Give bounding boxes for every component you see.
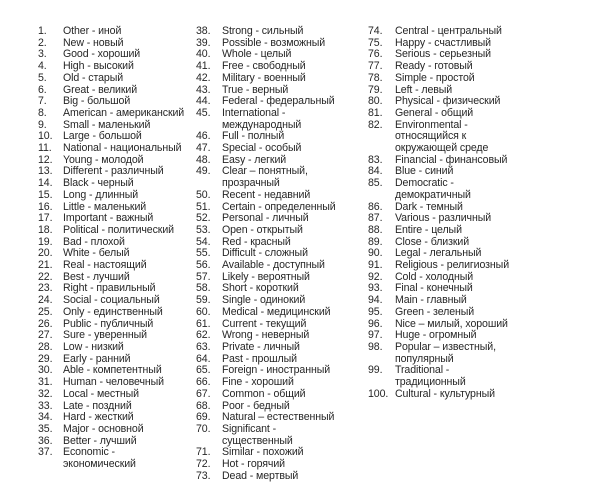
word-list-item [38, 424, 198, 436]
word-list-item [196, 225, 360, 237]
item-number: 59. [196, 294, 211, 307]
item-word-translation: Wrong - неверный [222, 329, 310, 342]
word-list-item [38, 225, 198, 237]
word-list-item [368, 307, 558, 319]
item-word-translation: международный [222, 118, 302, 131]
item-number: 34. [38, 411, 53, 424]
word-list-item [368, 143, 558, 155]
item-number: 67. [196, 387, 211, 400]
word-list-item [368, 389, 558, 401]
item-number: 4. [38, 60, 47, 73]
item-word-translation: Only - единственный [63, 305, 163, 318]
item-number [38, 459, 63, 471]
item-number: 75. [368, 36, 383, 49]
item-word-translation: Strong - сильный [222, 25, 304, 37]
item-word-translation: Late - поздний [63, 399, 132, 412]
item-word-translation: Small - маленький [63, 118, 151, 131]
item-number: 44. [196, 95, 211, 108]
item-number: 14. [38, 177, 53, 190]
item-number: 6. [38, 83, 47, 96]
word-list-item [196, 190, 360, 202]
item-word-translation: демократичный [395, 188, 471, 201]
item-word-translation: American - американский [63, 106, 185, 119]
item-number: 47. [196, 142, 211, 155]
word-list-item [38, 108, 198, 120]
item-word-translation: Sure - уверенный [63, 329, 147, 342]
item-word-translation: International - [222, 106, 286, 119]
item-number: 78. [368, 71, 383, 84]
word-column-3 [368, 26, 558, 401]
item-word-translation: Good - хороший [63, 48, 141, 61]
item-number: 30. [38, 364, 53, 377]
item-number: 2. [38, 36, 47, 49]
word-list-item [196, 424, 360, 436]
item-number: 36. [38, 434, 53, 447]
item-number: 71. [196, 446, 211, 459]
item-word-translation: Close - близкий [395, 235, 470, 248]
item-number: 3. [38, 48, 47, 61]
item-word-translation: Able - компетентный [63, 364, 162, 377]
item-number: 37. [38, 446, 53, 459]
item-word-translation: Full - полный [222, 130, 285, 143]
word-list-item [368, 26, 558, 38]
item-word-translation: Green - зеленый [395, 305, 475, 318]
item-number: 49. [196, 165, 211, 178]
item-word-translation: Political - политический [63, 223, 174, 236]
item-number: 43. [196, 83, 211, 96]
item-number: 92. [368, 270, 383, 283]
item-number: 74. [368, 25, 383, 37]
item-word-translation: Other - иной [63, 25, 122, 37]
item-word-translation: Old - старый [63, 71, 124, 84]
item-word-translation: окружающей среде [395, 142, 489, 155]
item-number: 76. [368, 48, 383, 61]
item-number: 23. [38, 282, 53, 295]
item-number: 86. [368, 200, 383, 213]
word-column-2 [196, 26, 360, 482]
item-word-translation: Past - прошлый [222, 352, 297, 365]
item-word-translation: Whole - целый [222, 48, 292, 61]
item-word-translation: Available - доступный [222, 259, 325, 272]
item-number: 42. [196, 71, 211, 84]
item-word-translation: Better - лучший [63, 434, 137, 447]
item-number: 8. [38, 106, 47, 119]
item-word-translation: Popular – известный, [395, 340, 496, 353]
item-word-translation: Huge - огромный [395, 329, 477, 342]
item-word-translation: Environmental - [395, 118, 468, 131]
word-list-item [38, 143, 198, 155]
item-word-translation: Serious - серьезный [395, 48, 491, 61]
item-number: 15. [38, 188, 53, 201]
item-number: 53. [196, 223, 211, 236]
word-list-item [196, 389, 360, 401]
item-word-translation: Various - различный [395, 212, 492, 225]
item-word-translation: True - верный [222, 83, 289, 96]
item-number: 35. [38, 422, 53, 435]
item-number: 90. [368, 247, 383, 260]
item-word-translation: Best - лучший [63, 270, 130, 283]
item-number: 48. [196, 153, 211, 166]
item-word-translation: Special - особый [222, 142, 302, 155]
item-word-translation: популярный [395, 352, 454, 365]
item-number: 63. [196, 340, 211, 353]
item-word-translation: Human - человечный [63, 376, 164, 389]
item-word-translation: Fine - хороший [222, 376, 294, 389]
item-number: 29. [38, 352, 53, 365]
item-number: 81. [368, 106, 383, 119]
item-number: 39. [196, 36, 211, 49]
item-number: 64. [196, 352, 211, 365]
item-word-translation: Simple - простой [395, 71, 475, 84]
item-word-translation: White - белый [63, 247, 130, 260]
item-word-translation: Hot - горячий [222, 458, 285, 471]
item-word-translation: Dark - темный [395, 200, 463, 213]
word-list-item [38, 307, 198, 319]
item-word-translation: Significant - [222, 422, 277, 435]
item-word-translation: Right - правильный [63, 282, 156, 295]
item-number: 41. [196, 60, 211, 73]
item-word-translation: Legal - легальный [395, 247, 482, 260]
item-number: 83. [368, 153, 383, 166]
item-word-translation: Young - молодой [63, 153, 144, 166]
item-word-translation: Early - ранний [63, 352, 131, 365]
word-list-item [38, 190, 198, 202]
item-word-translation: Traditional - [395, 364, 450, 377]
word-list-item [368, 108, 558, 120]
item-number: 9. [38, 118, 47, 131]
item-word-translation: Great - великий [63, 83, 138, 96]
item-word-translation: Different - различный [63, 165, 164, 178]
item-number: 46. [196, 130, 211, 143]
item-number: 98. [368, 340, 383, 353]
item-number [368, 131, 395, 143]
item-word-translation: Hard - жесткий [63, 411, 134, 424]
item-word-translation: Major - основной [63, 422, 144, 435]
item-number: 70. [196, 422, 211, 435]
item-number: 25. [38, 305, 53, 318]
word-list-item [38, 389, 198, 401]
item-number: 28. [38, 340, 53, 353]
item-word-translation: Federal - федеральный [222, 95, 335, 108]
item-number: 85. [368, 177, 383, 190]
word-list-item [38, 73, 198, 85]
item-number: 65. [196, 364, 211, 377]
item-word-translation: Free - свободный [222, 60, 306, 73]
item-number: 21. [38, 259, 53, 272]
item-word-translation: Cultural - культурный [395, 387, 495, 400]
item-word-translation: Religious - религиозный [395, 259, 510, 272]
item-number: 7. [38, 95, 47, 108]
item-number: 100. [368, 387, 389, 400]
item-word-translation: Medical - медицинский [222, 305, 331, 318]
item-number: 91. [368, 259, 383, 272]
item-word-translation: Difficult - сложный [222, 247, 308, 260]
word-list-item [196, 143, 360, 155]
item-number: 5. [38, 71, 47, 84]
word-list-item [38, 342, 198, 354]
item-word-translation: Certain - определенный [222, 200, 336, 213]
item-word-translation: Dead - мертвый [222, 469, 299, 482]
item-word-translation: Common - общий [222, 387, 306, 400]
item-number: 56. [196, 259, 211, 272]
word-list-item [196, 26, 360, 38]
item-number: 13. [38, 165, 53, 178]
item-word-translation: Large - большой [63, 130, 142, 143]
item-word-translation: High - высокий [63, 60, 134, 73]
item-word-translation: Financial - финансовый [395, 153, 508, 166]
item-number: 80. [368, 95, 383, 108]
item-word-translation: существенный [222, 434, 293, 447]
item-word-translation: Economic - [63, 446, 115, 459]
item-number: 99. [368, 364, 383, 377]
item-word-translation: National - национальный [63, 142, 182, 155]
item-word-translation: Private - личный [222, 340, 300, 353]
word-list-item [368, 73, 558, 85]
item-number: 82. [368, 118, 383, 131]
item-number: 20. [38, 247, 53, 260]
item-word-translation: Clear – понятный, [222, 165, 308, 178]
item-number: 66. [196, 376, 211, 389]
word-list-item [196, 471, 360, 483]
word-list-item [38, 260, 198, 272]
item-number: 79. [368, 83, 383, 96]
item-number: 31. [38, 376, 53, 389]
item-word-translation: Military - военный [222, 71, 306, 84]
item-word-translation: относящийся к [395, 130, 467, 143]
item-word-translation: Natural – естественный [222, 411, 335, 424]
item-number: 68. [196, 399, 211, 412]
item-number: 24. [38, 294, 53, 307]
item-word-translation: Final - конечный [395, 282, 473, 295]
word-list-item [196, 260, 360, 272]
word-column-1 [38, 26, 198, 471]
item-number: 17. [38, 212, 53, 225]
item-number: 89. [368, 235, 383, 248]
item-number: 18. [38, 223, 53, 236]
item-word-translation: Left - левый [395, 83, 453, 96]
item-word-translation: Important - важный [63, 212, 154, 225]
item-word-translation: Likely - вероятный [222, 270, 310, 283]
item-number: 60. [196, 305, 211, 318]
item-number: 50. [196, 188, 211, 201]
item-number [368, 190, 395, 202]
word-list-item [38, 436, 198, 448]
item-number: 73. [196, 469, 211, 482]
item-word-translation: Poor - бедный [222, 399, 290, 412]
item-word-translation: Long - длинный [63, 188, 139, 201]
item-word-translation: Big - большой [63, 95, 131, 108]
item-word-translation: Black - черный [63, 177, 134, 190]
item-word-translation: Recent - недавний [222, 188, 311, 201]
item-word-translation: экономический [63, 458, 136, 471]
item-number: 93. [368, 282, 383, 295]
item-number [368, 143, 395, 155]
item-number: 16. [38, 200, 53, 213]
item-word-translation: Single - одинокий [222, 294, 306, 307]
word-list-item [38, 459, 198, 471]
item-number: 32. [38, 387, 53, 400]
word-list-item [196, 108, 360, 120]
item-number: 62. [196, 329, 211, 342]
word-list-item [196, 73, 360, 85]
item-word-translation: Public - публичный [63, 317, 154, 330]
word-list-item [368, 225, 558, 237]
item-number: 45. [196, 106, 211, 119]
item-number: 33. [38, 399, 53, 412]
word-list-item [368, 342, 558, 354]
item-word-translation: Short - короткий [222, 282, 299, 295]
item-word-translation: Low - низкий [63, 340, 124, 353]
item-number: 61. [196, 317, 211, 330]
item-number: 54. [196, 235, 211, 248]
item-number: 52. [196, 212, 211, 225]
item-word-translation: Cold - холодный [395, 270, 474, 283]
item-number: 10. [38, 130, 53, 143]
item-number: 77. [368, 60, 383, 73]
item-number: 87. [368, 212, 383, 225]
item-word-translation: Bad - плохой [63, 235, 125, 248]
item-word-translation: Entire - целый [395, 223, 462, 236]
item-number: 96. [368, 317, 383, 330]
item-number: 95. [368, 305, 383, 318]
item-word-translation: Current - текущий [222, 317, 307, 330]
item-number: 57. [196, 270, 211, 283]
item-number: 72. [196, 458, 211, 471]
item-word-translation: General - общий [395, 106, 474, 119]
word-list-item [368, 190, 558, 202]
item-word-translation: Foreign - иностранный [222, 364, 331, 377]
word-list-item [38, 26, 198, 38]
word-list-item [196, 459, 360, 471]
word-list-item [196, 307, 360, 319]
item-number: 55. [196, 247, 211, 260]
item-word-translation: Similar - похожий [222, 446, 304, 459]
word-list-item [196, 342, 360, 354]
item-word-translation: Ready - готовый [395, 60, 473, 73]
item-number: 84. [368, 165, 383, 178]
item-word-translation: Real - настоящий [63, 259, 147, 272]
item-word-translation: Local - местный [63, 387, 139, 400]
item-word-translation: Central - центральный [395, 25, 502, 37]
item-word-translation: традиционный [395, 376, 466, 389]
item-word-translation: прозрачный [222, 177, 280, 190]
item-number: 88. [368, 223, 383, 236]
item-word-translation: Democratic - [395, 177, 454, 190]
item-word-translation: Red - красный [222, 235, 291, 248]
item-number: 94. [368, 294, 383, 307]
item-number: 97. [368, 329, 383, 342]
item-number: 19. [38, 235, 53, 248]
item-word-translation: Social - социальный [63, 294, 160, 307]
item-number: 12. [38, 153, 53, 166]
item-word-translation: Open - открытый [222, 223, 303, 236]
item-word-translation: Personal - личный [222, 212, 309, 225]
item-number: 38. [196, 25, 211, 37]
item-number: 22. [38, 270, 53, 283]
item-number: 69. [196, 411, 211, 424]
item-number: 11. [38, 142, 52, 155]
item-word-translation: Physical - физический [395, 95, 501, 108]
item-word-translation: Easy - легкий [222, 153, 287, 166]
item-word-translation: Little - маленький [63, 200, 147, 213]
item-word-translation: Possible - возможный [222, 36, 326, 49]
item-word-translation: Nice – милый, хороший [395, 317, 508, 330]
item-number: 58. [196, 282, 211, 295]
item-number: 1. [38, 25, 47, 37]
item-word-translation: New - новый [63, 36, 124, 49]
item-number: 40. [196, 48, 211, 61]
item-number: 51. [196, 200, 211, 213]
item-number: 26. [38, 317, 53, 330]
word-list-item [368, 260, 558, 272]
item-word-translation: Main - главный [395, 294, 467, 307]
word-list-item [196, 412, 360, 424]
item-word-translation: Blue - синий [395, 165, 454, 178]
item-number: 27. [38, 329, 53, 342]
item-word-translation: Happy - счастливый [395, 36, 492, 49]
